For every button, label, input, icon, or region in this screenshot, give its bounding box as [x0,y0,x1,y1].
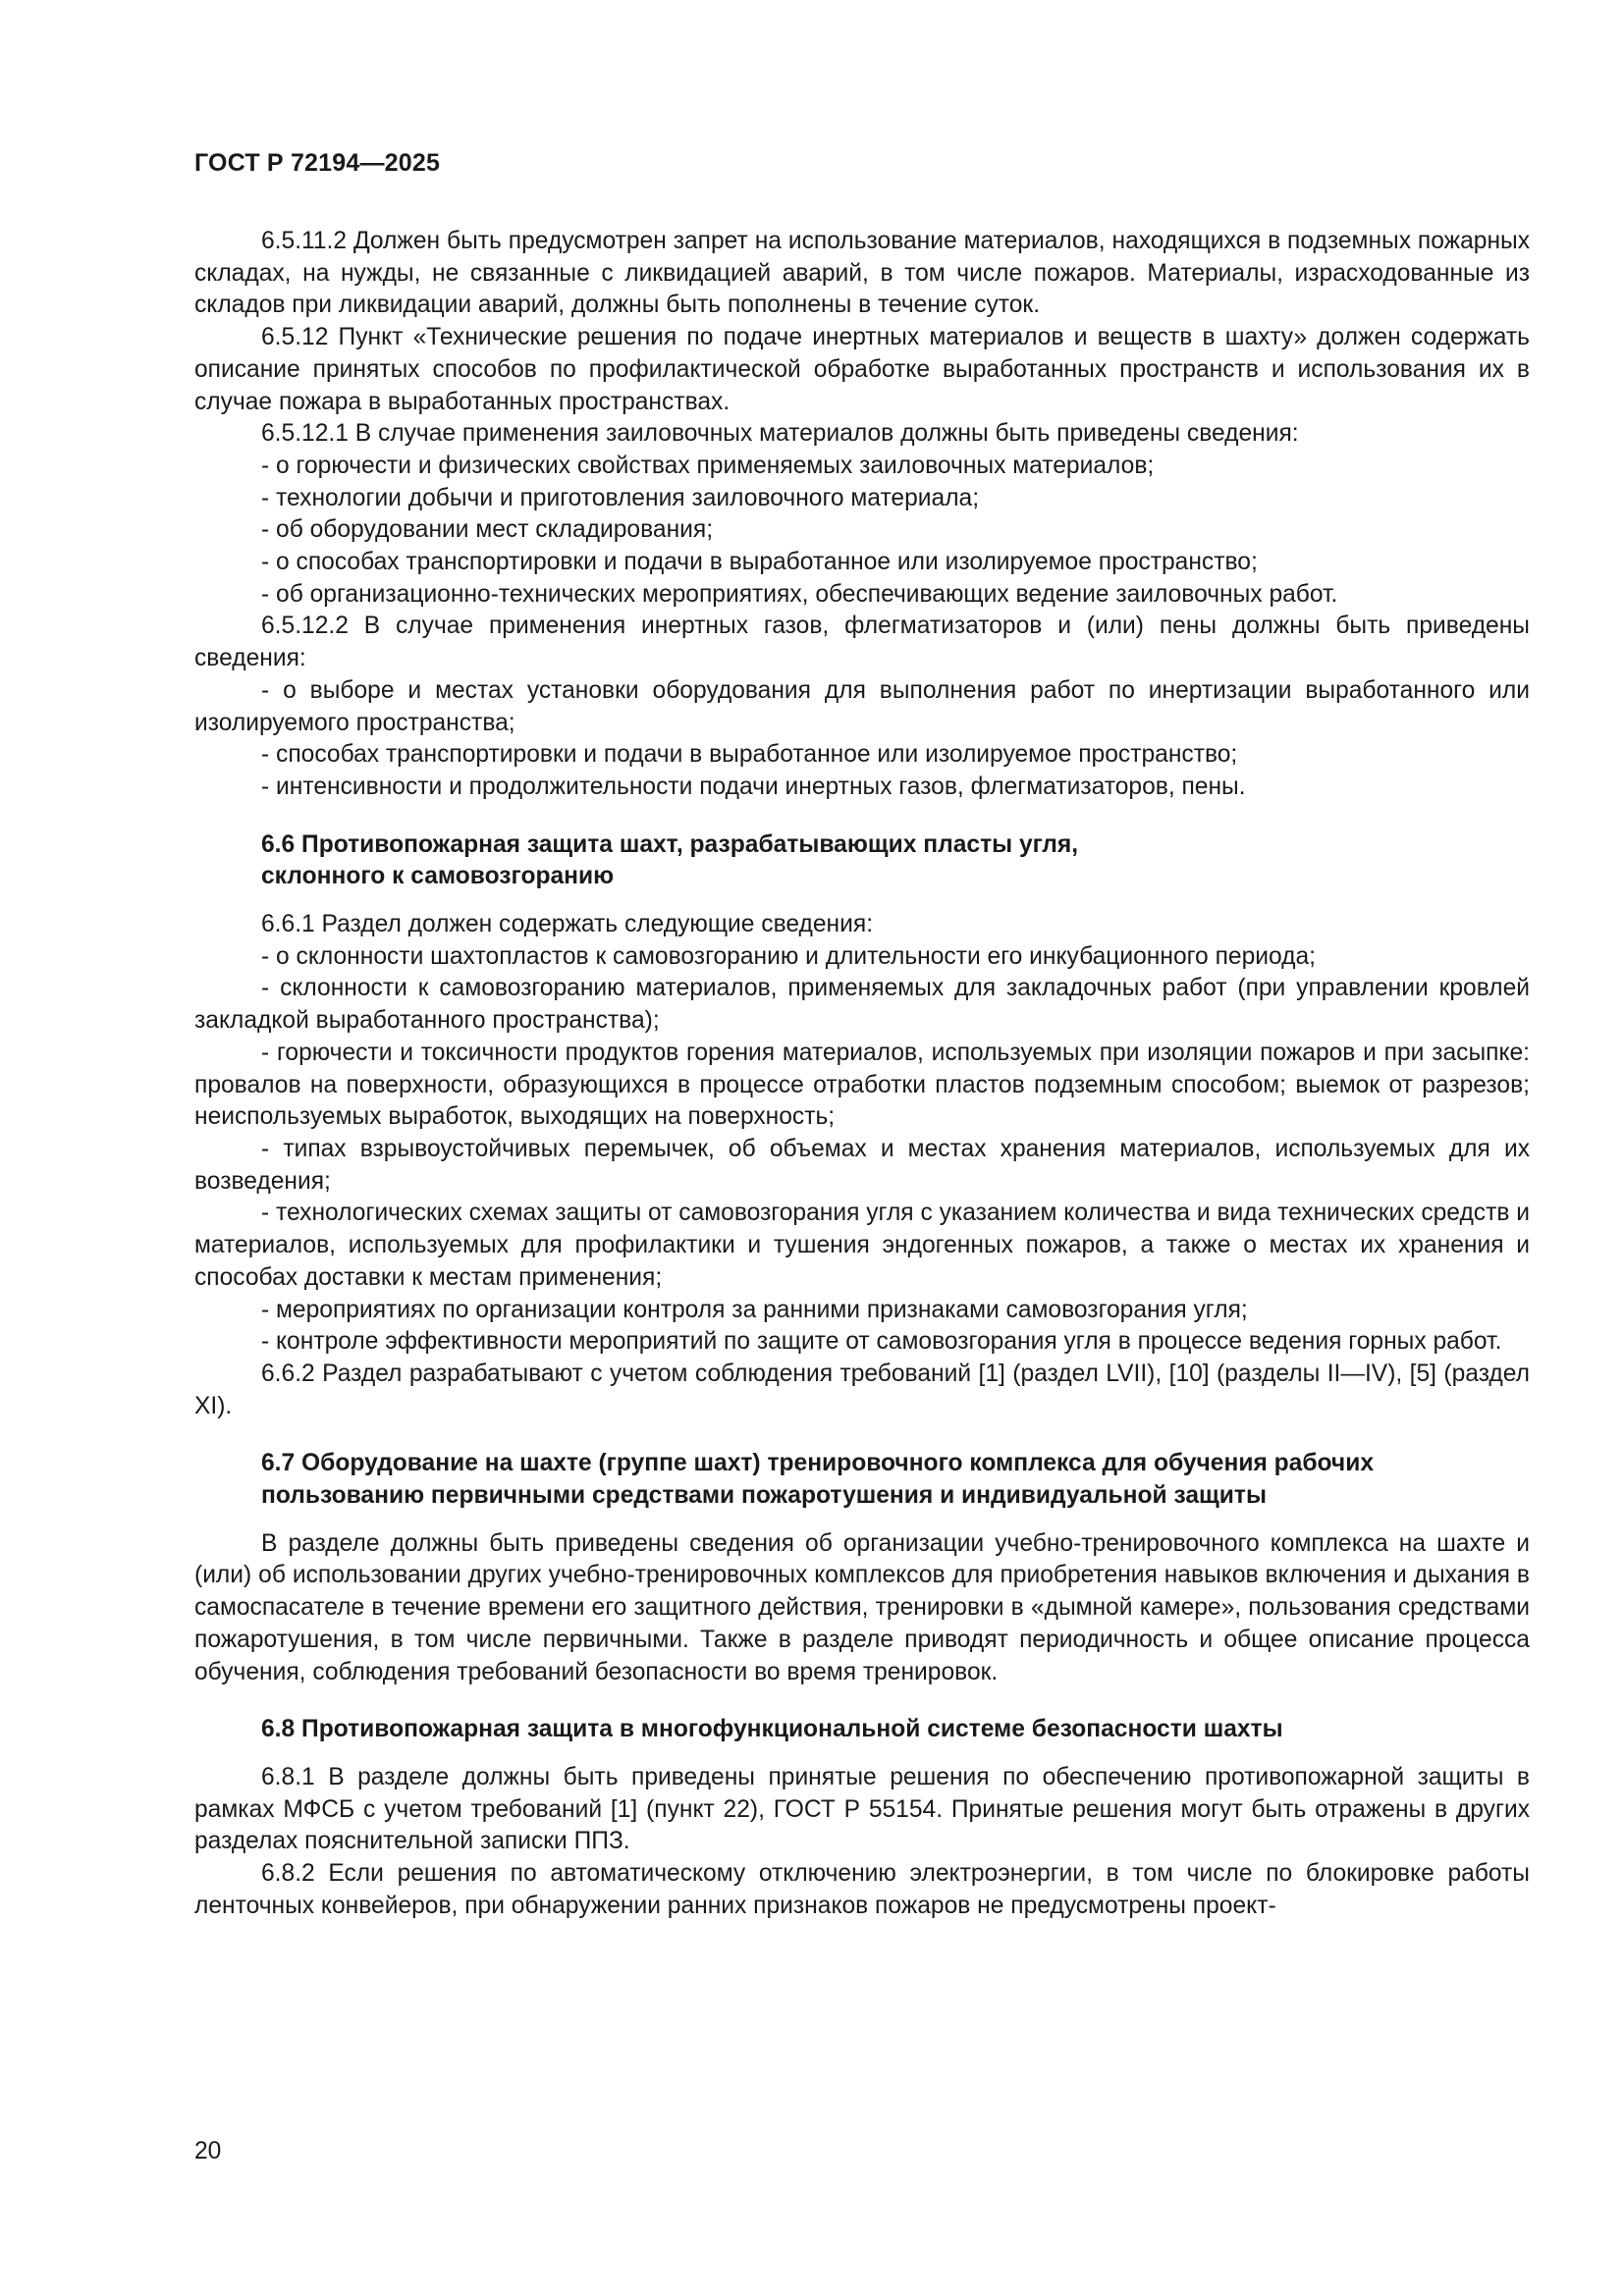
document-header: ГОСТ Р 72194—2025 [194,149,441,177]
list-item: - о горючести и физических свойствах применяемых заиловочных материалов; [261,452,1155,479]
page-number: 20 [194,2138,222,2164]
paragraph-6-5-11-2: 6.5.11.2 Должен быть предусмотрен запрет на использование материалов, находящихся в подземных пожарных складах, на нужды, не связанные с ликвидацией аварий, в том числе пожаров. Материалы, израсходованные из складов при ликвидации аварий, должны быть пополнены в течение суток. [194,228,1530,319]
list-item: - о способах транспортировки и подачи в выработанное или изолируемое пространство; [261,549,1258,576]
list-item: - об оборудовании мест складирования; [261,516,714,544]
paragraph-6-5-12-1: 6.5.12.1 В случае применения заиловочных материалов должны быть приведены сведения: [261,420,1299,448]
list-item: - способах транспортировки и подачи в выработанное или изолируемое пространство; [261,741,1238,769]
list-item: - мероприятиях по организации контроля за ранними признаками самовозгорания угля; [261,1296,1248,1323]
list-item: - склонности к самовозгоранию материалов, применяемых для закладочных работ (при управлении кровлей закладкой выработанного пространства); [194,975,1530,1035]
paragraph-6-6-1: 6.6.1 Раздел должен содержать следующие сведения: [261,911,874,938]
list-item: - технологических схемах защиты от самовозгорания угля с указанием количества и вида технических средств и материалов, используемых для профилактики и тушения эндогенных пожаров, а также о местах их хранения и способах доставки к местам применения; [194,1200,1530,1291]
section-heading-6-7: 6.7 Оборудование на шахте (группе шахт) тренировочного комплекса для обучения рабочих пользованию первичными средствами пожаротушения и индивидуальной защиты [261,1450,1375,1510]
paragraph-6-8-1: 6.8.1 В разделе должны быть приведены принятые решения по обеспечению противопожарной защиты в рамках МФСБ с учетом требований [1] (пункт 22), ГОСТ Р 55154. Принятые решения могут быть отражены в других разделах пояснительной записки ППЗ. [194,1763,1530,1855]
paragraph-6-6-2: 6.6.2 Раздел разрабатывают с учетом соблюдения требований [1] (раздел LVII), [10] (разделы II—IV), [5] (раздел XI). [194,1360,1530,1419]
list-item: - контроле эффективности мероприятий по защите от самовозгорания угля в процессе ведения горных работ. [261,1328,1502,1356]
list-item: - интенсивности и продолжительности подачи инертных газов, флегматизаторов, пены. [261,773,1246,800]
section-heading-6-6 [194,829,1530,893]
list-item: - о выборе и местах установки оборудования для выполнения работ по инертизации выработанного или изолируемого пространства; [194,676,1530,736]
section-heading-line: склонного к самовозгоранию [261,863,615,890]
paragraph-6-5-12: 6.5.12 Пункт «Технические решения по подаче инертных материалов и веществ в шахту» должен содержать описание принятых способов по профилактической обработке выработанных пространств и использования их в случае пожара в выработанных пространствах. [194,324,1530,415]
paragraph-6-7: В разделе должны быть приведены сведения об организации учебно-тренировочного комплекса на шахте и (или) об использовании других учебно-тренировочных комплексов для приобретения навыков включения и дыхания в самоспасателе в течение времени его защитного действия, тренировки в «дымной камере», пользования средствами пожаротушения, в том числе первичными. Также в разделе приводят периодичность и общее описание процесса обучения, соблюдения требований безопасности во время тренировок. [194,1529,1530,1685]
section-heading-6-8: 6.8 Противопожарная защита в многофункциональной системе безопасности шахты [261,1716,1283,1743]
paragraph-6-5-12-2: 6.5.12.2 В случае применения инертных газов, флегматизаторов и (или) пены должны быть приведены сведения: [194,613,1530,672]
list-item: - типах взрывоустойчивых перемычек, об объемах и местах хранения материалов, используемых для их возведения; [194,1135,1530,1195]
list-item: - об организационно-технических мероприятиях, обеспечивающих ведение заиловочных работ. [261,580,1338,608]
paragraph-6-8-2: 6.8.2 Если решения по автоматическому отключению электроэнергии, в том числе по блокировке работы ленточных конвейеров, при обнаружении ранних признаков пожаров не предусмотрены проект- [194,1860,1530,1919]
document-body [194,226,1530,1922]
list-item: - горючести и токсичности продуктов горения материалов, используемых при изоляции пожаров и при засыпке: провалов на поверхности, образующихся в процессе отработки пластов подземным способом; выемок от разрезов; неиспользуемых выработок, выходящих на поверхность; [194,1039,1530,1131]
list-item: - о склонности шахтопластов к самовозгоранию и длительности его инкубационного периода; [261,942,1316,970]
list-item: - технологии добычи и приготовления заиловочного материала; [261,484,980,511]
section-heading-line: 6.6 Противопожарная защита шахт, разрабатывающих пласты угля, [261,830,1079,858]
